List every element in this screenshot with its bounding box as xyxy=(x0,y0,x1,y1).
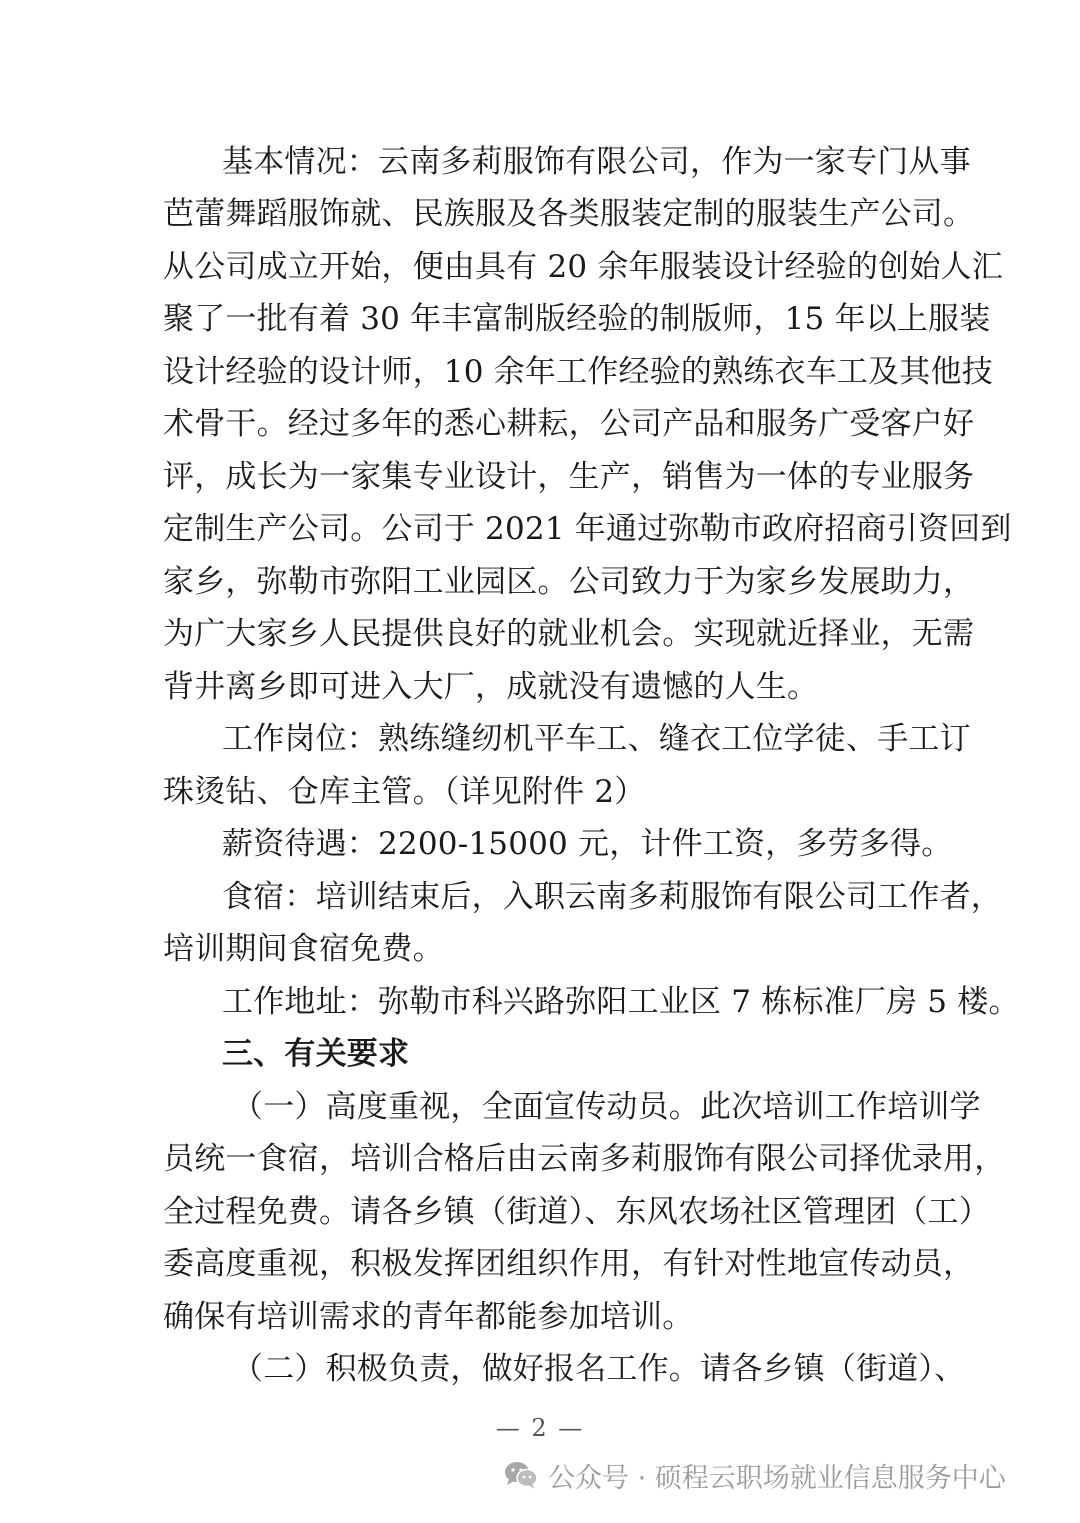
wechat-icon xyxy=(504,1460,538,1490)
paragraph-line: 珠烫钻、仓库主管。（详见附件 2） xyxy=(163,774,646,810)
paragraph-line: 评，成长为一家集专业设计，生产，销售为一体的专业服务 xyxy=(163,459,975,495)
paragraph-line: 薪资待遇：2200-15000 元，计件工资，多劳多得。 xyxy=(222,826,953,862)
paragraph-line: 基本情况：云南多莉服饰有限公司，作为一家专门从事 xyxy=(222,144,971,180)
paragraph-line: 从公司成立开始，便由具有 20 余年服装设计经验的创始人汇 xyxy=(163,249,1003,285)
paragraph-line: （一）高度重视，全面宣传动员。此次培训工作培训学 xyxy=(232,1089,981,1125)
paragraph-line: 培训期间食宿免费。 xyxy=(163,931,444,967)
paragraph-line: 背井离乡即可进入大厂，成就没有遗憾的人生。 xyxy=(163,669,819,705)
paragraph-line: 芭蕾舞蹈服饰就、民族服及各类服装定制的服装生产公司。 xyxy=(163,196,975,232)
page-number: — 2 — xyxy=(495,1414,585,1442)
paragraph-line: 术骨干。经过多年的悉心耕耘，公司产品和服务广受客户好 xyxy=(163,406,975,442)
paragraph-line: 员统一食宿，培训合格后由云南多莉服饰有限公司择优录用， xyxy=(163,1141,1006,1177)
paragraph-line: 委高度重视，积极发挥团组织作用，有针对性地宣传动员， xyxy=(163,1246,975,1282)
paragraph-line: 设计经验的设计师，10 余年工作经验的熟练衣车工及其他技 xyxy=(163,354,993,390)
paragraph-line: 食宿：培训结束后，入职云南多莉服饰有限公司工作者， xyxy=(222,879,1002,915)
paragraph-line: 确保有培训需求的青年都能参加培训。 xyxy=(163,1299,694,1335)
paragraph-line: 工作地址：弥勒市科兴路弥阳工业区 7 栋标准厂房 5 楼。 xyxy=(222,984,1020,1020)
paragraph-line: 为广大家乡人民提供良好的就业机会。实现就近择业，无需 xyxy=(163,616,975,652)
paragraph-line: 家乡，弥勒市弥阳工业园区。公司致力于为家乡发展助力， xyxy=(163,564,975,600)
paragraph-line: 聚了一批有着 30 年丰富制版经验的制版师，15 年以上服装 xyxy=(163,301,991,337)
paragraph-line: 工作岗位：熟练缝纫机平车工、缝衣工位学徒、手工订 xyxy=(222,721,971,757)
watermark-text: 公众号 · 硕程云职场就业信息服务中心 xyxy=(548,1462,1006,1494)
paragraph-line: 全过程免费。请各乡镇（街道）、东风农场社区管理团（工） xyxy=(163,1194,990,1230)
paragraph-line: （二）积极负责，做好报名工作。请各乡镇（街道）、 xyxy=(232,1351,966,1387)
paragraph-line: 定制生产公司。公司于 2021 年通过弥勒市政府招商引资回到 xyxy=(163,511,1012,547)
watermark xyxy=(504,1455,1006,1495)
section-heading: 三、有关要求 xyxy=(222,1036,410,1072)
